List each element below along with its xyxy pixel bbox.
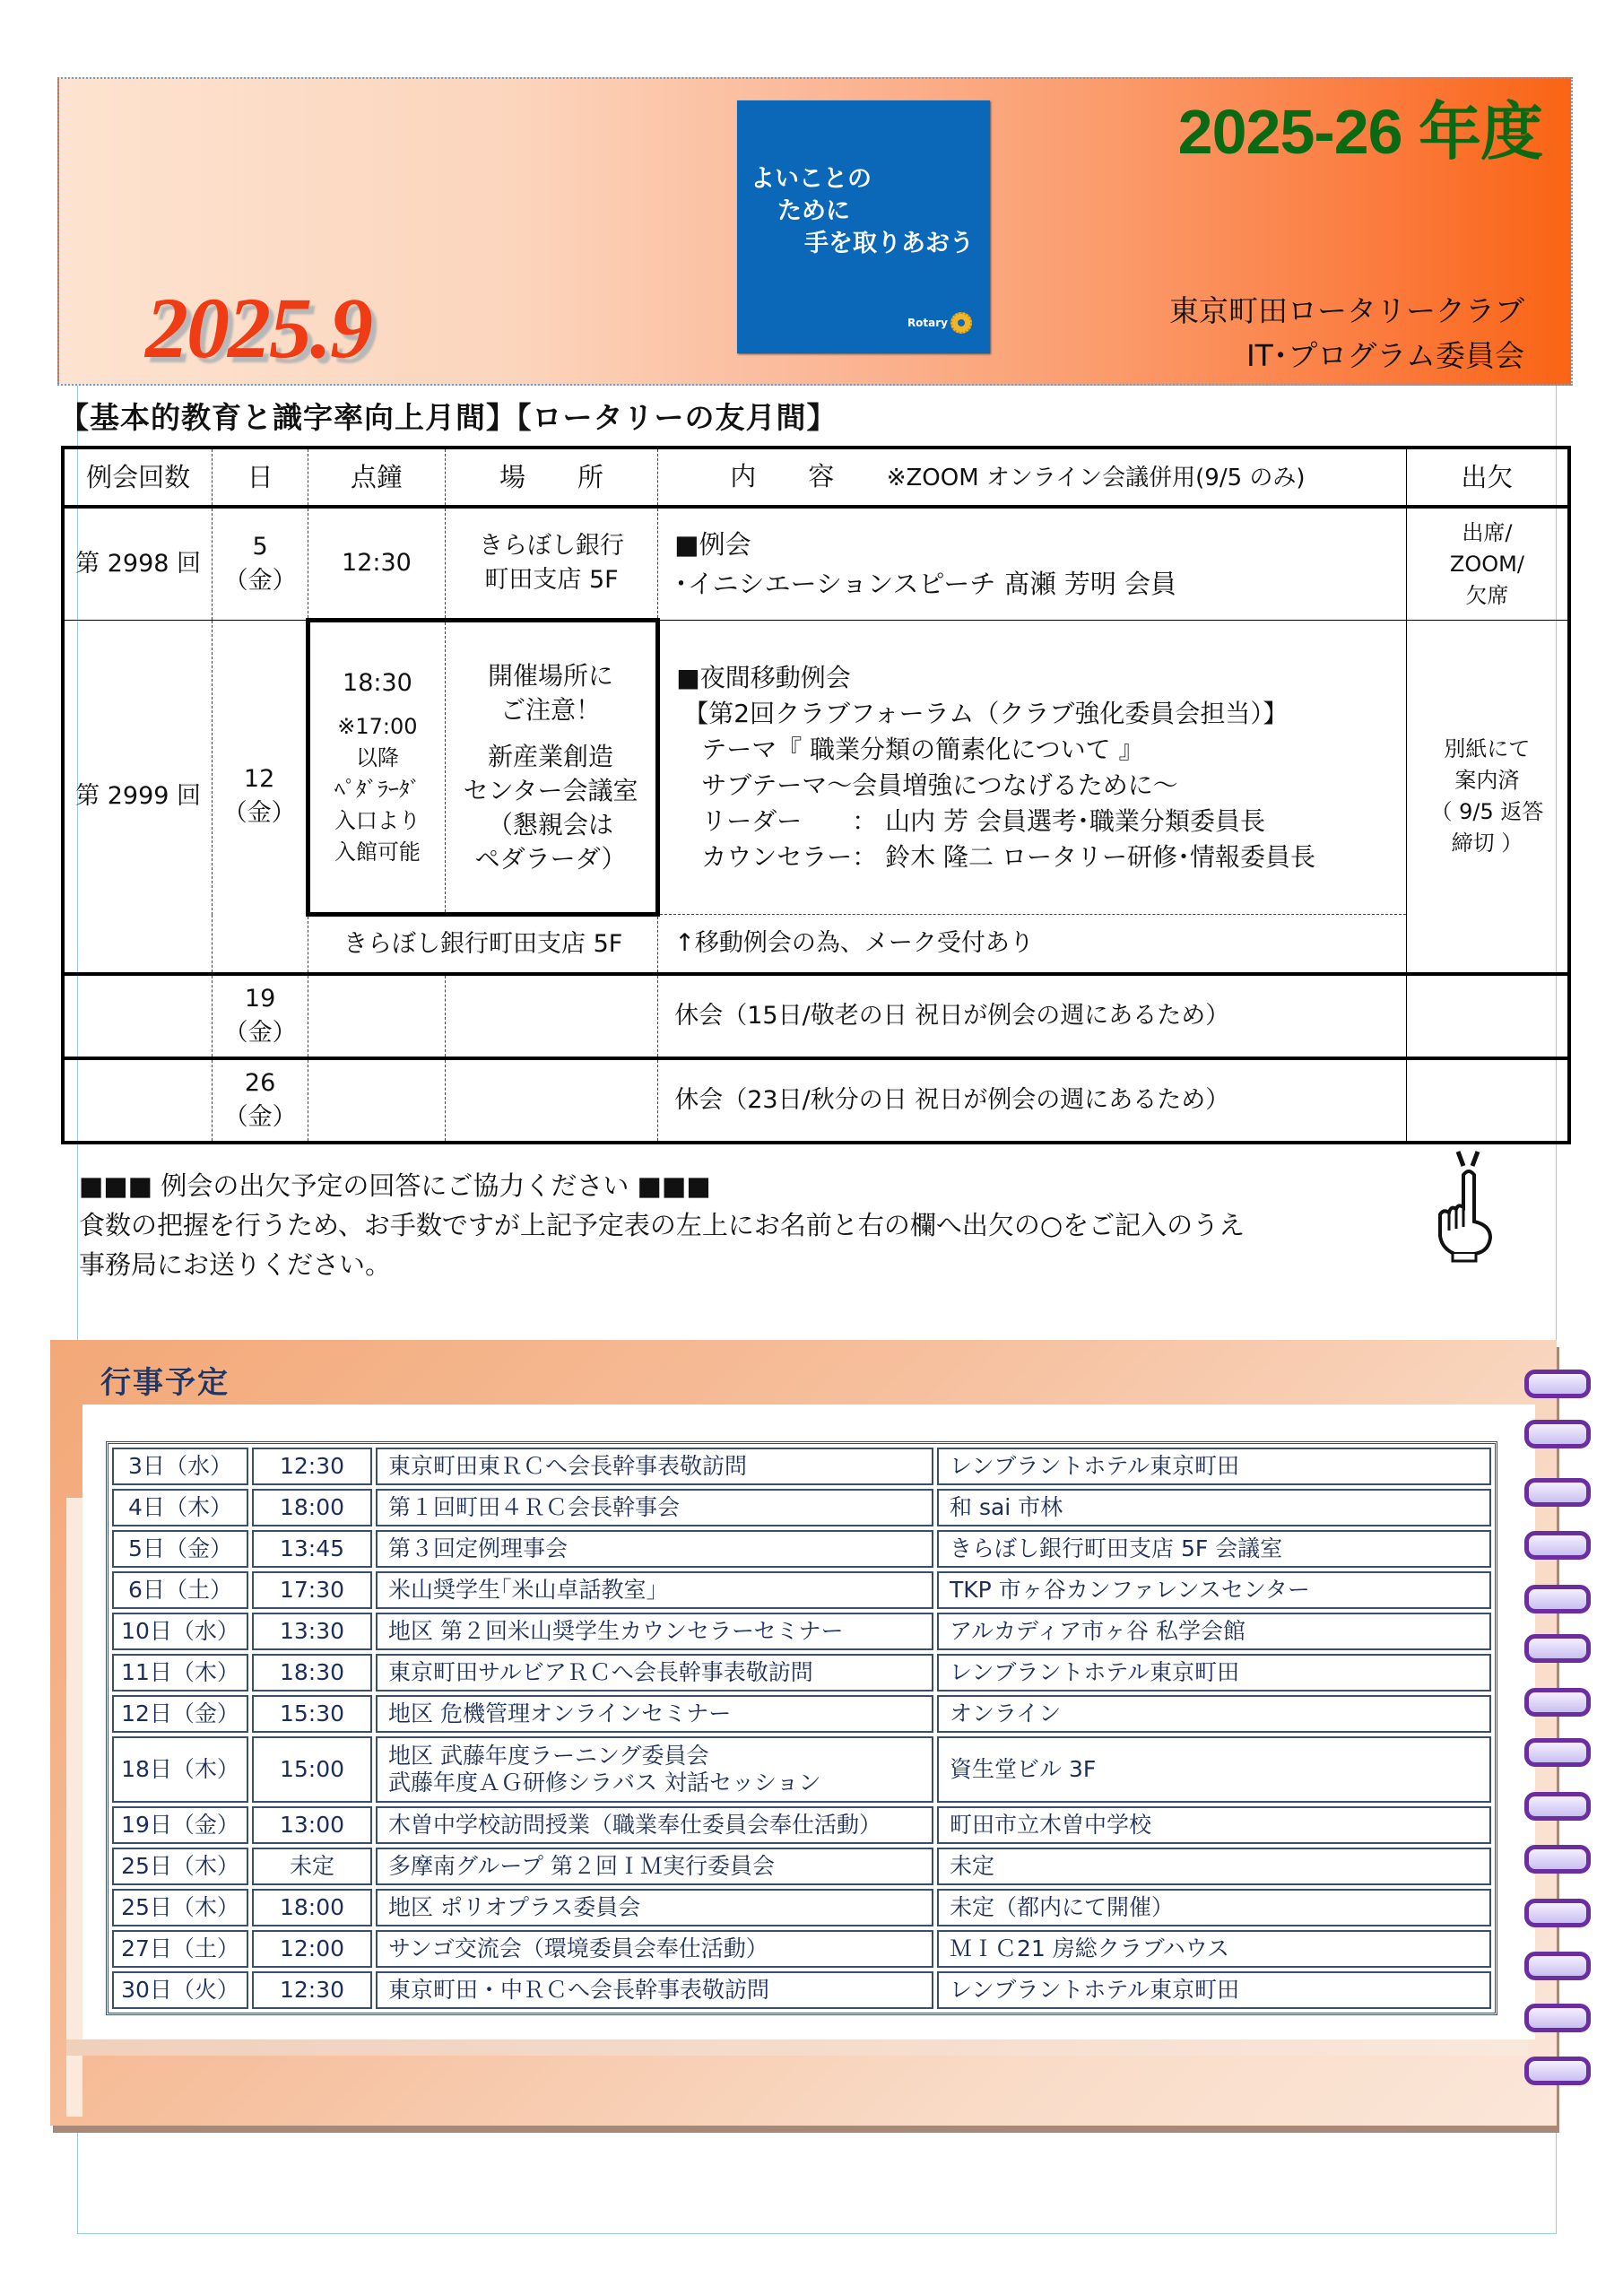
event-time: 18:00 xyxy=(252,1489,372,1526)
binder-ring-icon xyxy=(1524,1478,1591,1507)
binder-ring-icon xyxy=(1524,1531,1591,1560)
event-row xyxy=(112,1654,1491,1692)
event-row xyxy=(112,1930,1491,1968)
event-name-line: 東京町田サルビアＲＣへ会長幹事表敬訪問 xyxy=(388,1659,813,1685)
binder-ring-icon xyxy=(1524,1792,1591,1821)
meeting-day xyxy=(213,1058,308,1143)
content-line: ■夜間移動例会 xyxy=(676,662,851,692)
meeting-place xyxy=(445,507,657,621)
event-row xyxy=(112,1571,1491,1609)
meeting-number: 第 2998 回 xyxy=(63,507,213,621)
event-time: 18:00 xyxy=(252,1889,372,1926)
time-note-line: 入館可能 xyxy=(334,839,421,865)
meeting-schedule-table xyxy=(61,446,1571,1144)
rotary-wheel-icon xyxy=(950,312,972,334)
binder-ring-icon xyxy=(1524,1585,1591,1613)
event-date: 10日（水） xyxy=(112,1613,248,1650)
attendance-line: ZOOM/ xyxy=(1449,551,1524,577)
notice-line: 食数の把握を行うため、お手数ですが上記予定表の左上にお名前と右の欄へ出欠の○をご記入のうえ xyxy=(79,1210,1245,1240)
pointing-hand-icon xyxy=(1431,1148,1506,1263)
place-line: 開催場所に xyxy=(488,660,614,691)
event-name xyxy=(376,1971,933,2009)
table-header-row xyxy=(63,448,1569,507)
table-row xyxy=(63,507,1569,621)
event-row xyxy=(112,1848,1491,1885)
weekday: （金） xyxy=(223,567,297,595)
event-place: TKP 市ヶ谷カンファレンスセンター xyxy=(937,1571,1491,1609)
event-time: 13:30 xyxy=(252,1613,372,1650)
place-line: ご注意！ xyxy=(500,694,602,725)
event-date: 27日（土） xyxy=(112,1930,248,1968)
content-line: テーマ『 職業分類の簡素化について 』 xyxy=(701,734,1144,764)
fiscal-year: 2025-26 年度 xyxy=(1177,97,1542,167)
event-name-line: サンゴ交流会（環境委員会奉仕活動） xyxy=(388,1935,768,1961)
event-name-line: 多摩南グループ 第２回ＩＭ実行委員会 xyxy=(388,1853,775,1879)
binder-ring-icon xyxy=(1524,1845,1591,1874)
binder-ring-icon xyxy=(1524,1420,1591,1448)
place-line: ペダラーダ） xyxy=(474,843,627,874)
event-row xyxy=(112,1889,1491,1926)
table-row xyxy=(63,974,1569,1058)
event-time: 17:30 xyxy=(252,1571,372,1609)
table-row xyxy=(63,1058,1569,1143)
event-name xyxy=(376,1736,933,1803)
place-line: （懇親会は xyxy=(488,809,614,839)
day-number: 26 xyxy=(244,1069,276,1097)
event-name-line: 木曽中学校訪問授業（職業奉仕委員会奉仕活動） xyxy=(388,1812,882,1838)
event-date: 18日（木） xyxy=(112,1736,248,1803)
event-place: 和 sai 市林 xyxy=(937,1489,1491,1526)
event-date: 25日（木） xyxy=(112,1848,248,1885)
logo-line: よいことの xyxy=(751,165,872,193)
meeting-content xyxy=(658,621,1407,915)
event-name xyxy=(376,1806,933,1844)
notice-line: 事務局にお送りください。 xyxy=(79,1249,392,1280)
notebook-bottom-edge xyxy=(66,2039,1528,2056)
event-place: レンブラントホテル東京町田 xyxy=(937,1448,1491,1485)
day-number: 12 xyxy=(243,765,275,793)
time-note-line: ﾍﾟﾀﾞﾗｰﾀﾞ xyxy=(334,777,421,802)
time-note-line: 入口より xyxy=(334,808,421,833)
attendance-line: 欠席 xyxy=(1465,582,1509,608)
event-name xyxy=(376,1930,933,1968)
binder-ring-icon xyxy=(1524,1952,1591,1980)
event-name xyxy=(376,1654,933,1692)
event-place: レンブラントホテル東京町田 xyxy=(937,1971,1491,2009)
meeting-content: 休会（23日/秋分の日 祝日が例会の週にあるため） xyxy=(658,1058,1407,1143)
event-date: 3日（水） xyxy=(112,1448,248,1485)
event-name-line: 地区 第２回米山奨学生カウンセラーセミナー xyxy=(388,1618,844,1644)
event-time: 13:00 xyxy=(252,1806,372,1844)
events-table xyxy=(106,1441,1497,2015)
event-row xyxy=(112,1489,1491,1526)
logo-line: ために xyxy=(777,197,850,225)
attendance-notice xyxy=(79,1166,1245,1284)
content-line: サブテーマ～会員増強につなげるために～ xyxy=(701,770,1178,800)
event-row xyxy=(112,1530,1491,1568)
meeting-day xyxy=(213,974,308,1058)
meeting-place xyxy=(445,621,657,915)
event-time: 未定 xyxy=(252,1848,372,1885)
event-row xyxy=(112,1613,1491,1650)
logo-line: 手を取りあおう xyxy=(804,230,974,257)
event-row xyxy=(112,1806,1491,1844)
content-line: ･イニシエーションスピーチ 髙瀬 芳明 会員 xyxy=(674,569,1177,599)
event-row xyxy=(112,1448,1491,1485)
event-time: 12:30 xyxy=(252,1448,372,1485)
event-time: 13:45 xyxy=(252,1530,372,1568)
event-date: 19日（金） xyxy=(112,1806,248,1844)
event-place: レンブラントホテル東京町田 xyxy=(937,1654,1491,1692)
binder-ring-icon xyxy=(1524,2004,1591,2032)
attendance-line: 別紙にて xyxy=(1444,736,1531,761)
table-row xyxy=(63,621,1569,915)
header-day: 日 xyxy=(213,448,308,507)
meeting-number: 第 2999 回 xyxy=(63,621,213,975)
event-time: 18:30 xyxy=(252,1654,372,1692)
meeting-number xyxy=(63,974,213,1058)
event-name-line: 米山奨学生｢米山卓話教室｣ xyxy=(388,1577,658,1603)
event-date: 4日（木） xyxy=(112,1489,248,1526)
event-row xyxy=(112,1736,1491,1803)
notice-title: ■■■ 例会の出欠予定の回答にご協力ください ■■■ xyxy=(79,1170,711,1201)
event-name xyxy=(376,1848,933,1885)
committee-name: IT･プログラム委員会 xyxy=(1245,338,1524,373)
place-line: きらぼし銀行 xyxy=(479,532,625,560)
meeting-place xyxy=(445,974,657,1058)
event-name-line: 武藤年度ＡＧ研修シラバス 対話セッション xyxy=(388,1770,821,1796)
event-place: 町田市立木曽中学校 xyxy=(937,1806,1491,1844)
header-zoom-note: ※ZOOM オンライン会議併用(9/5 のみ) xyxy=(886,465,1306,491)
binder-ring-icon xyxy=(1524,1370,1591,1398)
event-time: 12:00 xyxy=(252,1930,372,1968)
attendance-cell xyxy=(1406,974,1569,1058)
event-name-line: 地区 危機管理オンラインセミナー xyxy=(388,1700,732,1726)
time-note-line: ※17:00 xyxy=(337,714,418,739)
content-line: 【第2回クラブフォーラム（クラブ強化委員会担当）】 xyxy=(683,698,1289,728)
event-name xyxy=(376,1889,933,1926)
event-name xyxy=(376,1489,933,1526)
weekday: （金） xyxy=(222,799,296,827)
event-place: オンライン xyxy=(937,1695,1491,1733)
month-title: 2025.9 xyxy=(145,280,371,376)
weekday: （金） xyxy=(223,1019,297,1047)
event-place: 資生堂ビル 3F xyxy=(937,1736,1491,1803)
event-time: 12:30 xyxy=(252,1971,372,2009)
header-attendance: 出欠 xyxy=(1406,448,1569,507)
meeting-number xyxy=(63,1058,213,1143)
event-place: きらぼし銀行町田支店 5F 会議室 xyxy=(937,1530,1491,1568)
attendance-line: 案内済 xyxy=(1454,768,1520,793)
attendance-note xyxy=(1406,621,1569,975)
binder-ring-icon xyxy=(1524,2057,1591,2085)
event-date: 25日（木） xyxy=(112,1889,248,1926)
content-line: ■例会 xyxy=(674,529,751,560)
content-line: カウンセラー： 鈴木 隆二 ロータリー研修･情報委員長 xyxy=(701,841,1315,872)
attendance-line: 出席/ xyxy=(1462,519,1513,545)
club-info xyxy=(1169,289,1524,378)
rotary-brand: Rotary xyxy=(907,317,948,329)
content-line: リーダー ： 山内 芳 会員選考･職業分類委員長 xyxy=(701,805,1265,836)
event-name-line: 東京町田・中ＲＣへ会長幹事表敬訪問 xyxy=(388,1977,770,2003)
attendance-line: 締切 ） xyxy=(1451,831,1523,856)
event-time: 15:30 xyxy=(252,1695,372,1733)
time-value: 18:30 xyxy=(343,669,412,697)
event-name-line: 東京町田東ＲＣへ会長幹事表敬訪問 xyxy=(388,1453,748,1479)
binder-ring-icon xyxy=(1524,1738,1591,1767)
place-line: 町田支店 5F xyxy=(484,566,619,594)
attendance-options xyxy=(1406,507,1569,621)
month-theme: 【基本的教育と識字率向上月間】【ロータリーの友月間】 xyxy=(59,400,838,435)
day-number: 19 xyxy=(244,985,276,1013)
meeting-content: 休会（15日/敬老の日 祝日が例会の週にあるため） xyxy=(658,974,1407,1058)
meeting-time: 12:30 xyxy=(308,507,446,621)
header-number: 例会回数 xyxy=(63,448,213,507)
header-content xyxy=(658,448,1407,507)
event-row xyxy=(112,1695,1491,1733)
place-line: 新産業創造 xyxy=(488,741,614,771)
meeting-time xyxy=(308,1058,446,1143)
event-date: 5日（金） xyxy=(112,1530,248,1568)
place-line: センター会議室 xyxy=(463,775,638,805)
events-title: 行事予定 xyxy=(100,1365,230,1401)
sub-place: きらぼし銀行町田支店 5F xyxy=(308,915,658,975)
event-date: 30日（火） xyxy=(112,1971,248,2009)
event-name-line: 地区 武藤年度ラーニング委員会 xyxy=(388,1743,709,1769)
event-row xyxy=(112,1971,1491,2009)
event-place: 未定（都内にて開催） xyxy=(937,1889,1491,1926)
event-name xyxy=(376,1571,933,1609)
meeting-place xyxy=(445,1058,657,1143)
binder-ring-icon xyxy=(1524,1634,1591,1663)
event-place: ＭＩＣ21 房総クラブハウス xyxy=(937,1930,1491,1968)
meeting-day xyxy=(213,621,308,975)
event-name xyxy=(376,1448,933,1485)
event-name xyxy=(376,1530,933,1568)
event-name xyxy=(376,1613,933,1650)
event-place: アルカディア市ヶ谷 私学会館 xyxy=(937,1613,1491,1650)
event-name-line: 第１回町田４ＲＣ会長幹事会 xyxy=(388,1494,681,1520)
event-name xyxy=(376,1695,933,1733)
binder-ring-icon xyxy=(1524,1688,1591,1717)
header-place: 場 所 xyxy=(445,448,657,507)
club-name: 東京町田ロータリークラブ xyxy=(1169,293,1524,328)
sub-content: ↑移動例会の為、メーク受付あり xyxy=(658,915,1407,975)
rotary-theme-logo xyxy=(737,100,990,353)
event-date: 6日（土） xyxy=(112,1571,248,1609)
weekday: （金） xyxy=(223,1103,297,1131)
notebook-shade xyxy=(66,1498,82,2117)
meeting-time xyxy=(308,974,446,1058)
binder-ring-icon xyxy=(1524,1899,1591,1927)
event-date: 11日（木） xyxy=(112,1654,248,1692)
attendance-cell xyxy=(1406,1058,1569,1143)
header-time: 点鐘 xyxy=(308,448,446,507)
meeting-time xyxy=(308,621,446,915)
meeting-content xyxy=(658,507,1407,621)
event-time: 15:00 xyxy=(252,1736,372,1803)
event-place: 未定 xyxy=(937,1848,1491,1885)
attendance-line: （ 9/5 返答 xyxy=(1430,799,1544,824)
event-date: 12日（金） xyxy=(112,1695,248,1733)
day-number: 5 xyxy=(252,533,268,561)
header-content-label: 内 容 xyxy=(730,461,835,491)
event-name-line: 地区 ポリオプラス委員会 xyxy=(388,1894,641,1920)
event-name-line: 第３回定例理事会 xyxy=(388,1535,568,1561)
meeting-day xyxy=(213,507,308,621)
time-note-line: 以降 xyxy=(355,745,399,770)
